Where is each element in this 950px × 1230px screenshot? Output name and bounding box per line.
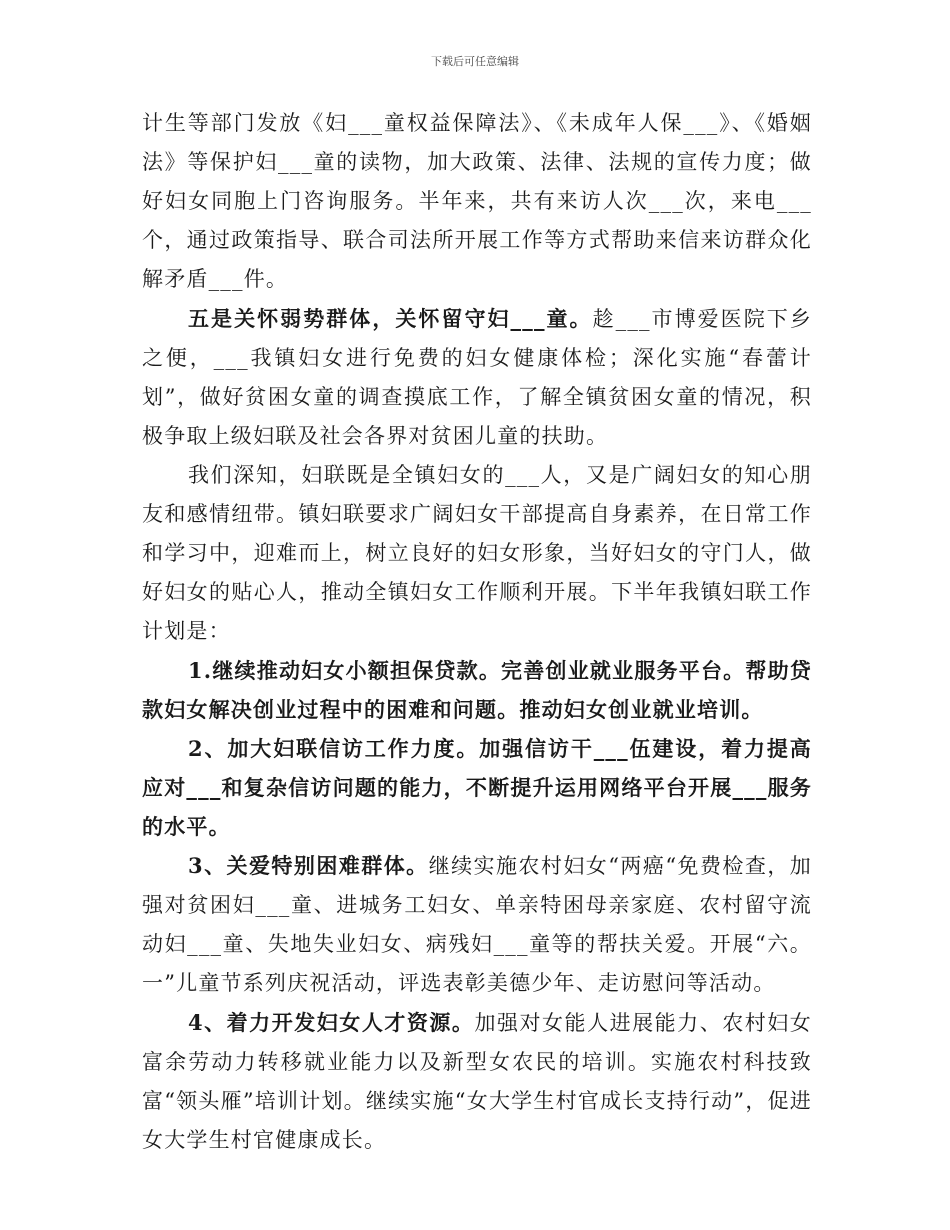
paragraph-summary — [142, 456, 812, 651]
plan-item-1 — [142, 651, 812, 729]
page-header: 下载后可任意编辑 — [431, 55, 519, 68]
document-body — [142, 104, 812, 1160]
plan-item-2 — [142, 729, 812, 846]
plan-item-3 — [142, 846, 812, 1003]
plan-item-heading: 2、加大妇联信访工作力度。加强信访干___伍建设，着力提高应对___和复杂信访问题的能力，不断提升运用网络平台开展___服务的水平。 — [142, 736, 812, 839]
plan-item-heading: 3、关爱特别困难群体。 — [188, 853, 429, 878]
paragraph-heading: 五是关怀弱势群体，关怀留守妇___童。 — [188, 306, 593, 331]
paragraph-caring-vulnerable — [142, 299, 812, 456]
plan-item-heading: 4、着力开发妇女人才资源。 — [188, 1010, 475, 1035]
paragraph-text: 计生等部门发放《妇___童权益保障法》、《未成年人保___》、《婚姻法》等保护妇___童的读物，加大政策、法律、法规的宣传力度；做好妇女同胞上门咨询服务。半年来，共有来访人次___次，来电___个，通过政策指导、联合司法所开展工作等方式帮助来信来访群众化解矛盾___件。 — [142, 111, 812, 291]
paragraph-text: 趁___市博爱医院下乡之便，___我镇妇女进行免费的妇女健康体检；深化实施“春蕾计划”，做好贫困女童的调查摸底工作，了解全镇贫困女童的情况，积极争取上级妇联及社会各界对贫困儿童的扶助。 — [142, 307, 812, 448]
plan-item-4 — [142, 1003, 812, 1160]
plan-item-text: 加强对女能人进展能力、农村妇女富余劳动力转移就业能力以及新型女农民的培训。实施农村科技致富“领头雁”培训计划。继续实施“女大学生村官成长支持行动”，促进女大学生村官健康成长。 — [142, 1011, 813, 1152]
paragraph-continuation — [142, 104, 812, 299]
paragraph-text: 我们深知，妇联既是全镇妇女的___人，又是广阔妇女的知心朋友和感情纽带。镇妇联要求广阔妇女干部提高自身素养，在日常工作和学习中，迎难而上，树立良好的妇女形象，当好妇女的守门人，做好妇女的贴心人，推动全镇妇女工作顺利开展。下半年我镇妇联工作计划是： — [142, 463, 812, 643]
plan-item-text: 继续实施农村妇女“两癌“免费检查，加强对贫困妇___童、进城务工妇女、单亲特困母亲家庭、农村留守流动妇___童、失地失业妇女、病残妇___童等的帮扶关爱。开展“六。一”儿童节系列庆祝活动，评选表彰美德少年、走访慰问等活动。 — [142, 854, 812, 995]
plan-item-heading: 1.继续推动妇女小额担保贷款。完善创业就业服务平台。帮助贷款妇女解决创业过程中的困难和问题。推动妇女创业就业培训。 — [142, 658, 812, 722]
